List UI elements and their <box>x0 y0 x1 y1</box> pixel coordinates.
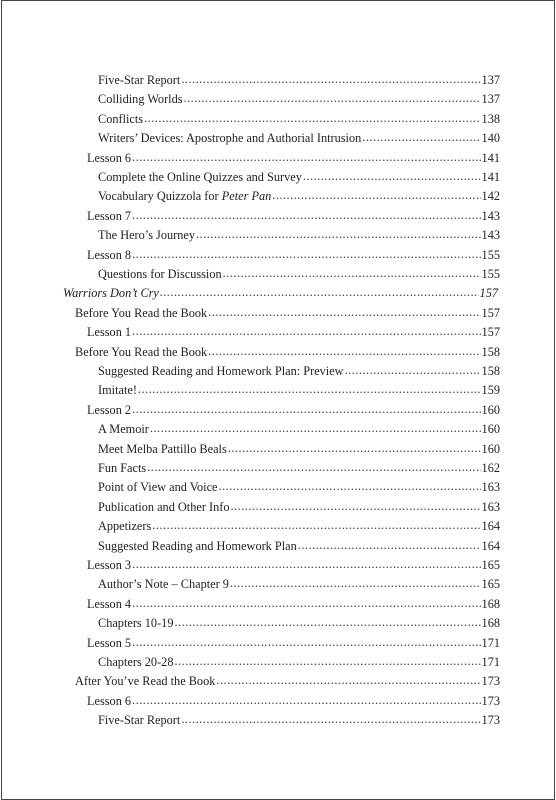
toc-page-number: 171 <box>481 655 500 669</box>
toc-entry-title: Suggested Reading and Homework Plan <box>98 538 297 553</box>
toc-page-number: 164 <box>481 519 500 534</box>
toc-entry <box>87 631 500 650</box>
dot-leader <box>132 150 480 164</box>
toc-page-number: 173 <box>481 713 500 728</box>
dot-leader <box>132 402 480 416</box>
dot-leader <box>138 382 481 396</box>
dot-leader <box>132 247 480 261</box>
toc-entry-title: Lesson 1 <box>87 325 132 340</box>
toc-entry <box>87 553 500 572</box>
toc-page-number: 164 <box>481 538 500 553</box>
toc-page-number: 158 <box>481 364 500 378</box>
toc-page-number: 160 <box>481 402 500 417</box>
dot-leader <box>345 363 481 377</box>
toc-page-number: 160 <box>481 422 500 437</box>
toc-page-number: 141 <box>481 150 500 165</box>
dot-leader <box>184 91 481 105</box>
toc-entry-title: The Hero’s Journey <box>98 228 195 243</box>
dot-leader <box>174 615 480 629</box>
toc-entry <box>98 87 500 106</box>
toc-page-number: 162 <box>481 461 500 475</box>
dot-leader <box>152 518 480 532</box>
dot-leader <box>272 188 480 202</box>
toc-page-number: 160 <box>481 441 500 456</box>
toc-entry <box>98 417 500 436</box>
toc-entry-book-title: Peter Pan <box>221 189 272 204</box>
toc-entry-title: Conflicts <box>98 111 144 126</box>
toc-entry-title: After You’ve Read the Book <box>75 674 216 689</box>
dot-leader <box>181 712 480 726</box>
dot-leader <box>160 285 479 299</box>
toc-entry <box>98 107 500 126</box>
toc-page-number: 137 <box>481 92 500 107</box>
toc-entry <box>63 281 498 300</box>
toc-entry-title: Warriors Don’t Cry <box>63 286 159 301</box>
toc-entry <box>98 126 500 145</box>
toc-entry-title: Before You Read the Book <box>75 344 208 359</box>
toc-page-number: 138 <box>481 111 500 126</box>
toc-entry-title: Meet Melba Pattillo Beals <box>98 441 227 456</box>
toc-entry <box>87 592 500 611</box>
toc-entry <box>87 320 500 339</box>
dot-leader <box>132 635 480 649</box>
toc-entry-title: Complete the Online Quizzes and Survey <box>98 170 302 184</box>
toc-page-number: 142 <box>481 189 500 204</box>
dot-leader <box>132 693 480 707</box>
toc-entry <box>98 495 500 514</box>
toc-entry-title: Questions for Discussion <box>98 267 222 281</box>
toc-entry <box>98 456 500 475</box>
toc-page-number: 157 <box>481 305 500 320</box>
toc-entry-title: Fun Facts <box>98 461 147 475</box>
toc-page-number: 165 <box>481 558 500 572</box>
dot-leader <box>208 305 480 319</box>
toc-entry <box>98 611 500 630</box>
toc-entry-title: Writers’ Devices: Apostrophe and Authorial Intrusion <box>98 131 362 146</box>
dot-leader <box>181 72 480 86</box>
dot-leader <box>208 344 480 358</box>
toc-page-number: 168 <box>481 616 500 631</box>
toc-entry <box>87 146 500 165</box>
toc-entry-title: Colliding Worlds <box>98 92 183 107</box>
toc-entry-title: Publication and Other Info <box>98 499 230 514</box>
toc-page-number: 143 <box>481 228 500 243</box>
toc-entry-title: Appetizers <box>98 519 152 534</box>
toc-entry <box>98 514 500 533</box>
toc-entry-title: Before You Read the Book <box>75 305 208 320</box>
toc-entry <box>98 378 500 397</box>
toc-entry <box>98 534 500 553</box>
toc-page-number: 163 <box>481 480 500 495</box>
dot-leader <box>216 673 480 687</box>
toc-page-number: 168 <box>481 596 500 611</box>
toc-page-number: 141 <box>481 170 500 184</box>
dot-leader <box>230 499 480 513</box>
toc-entry-title: Five-Star Report <box>98 73 181 87</box>
toc-entry <box>87 204 500 223</box>
toc-entry-title: Imitate! <box>98 383 137 398</box>
toc-entry <box>98 359 500 378</box>
toc-entry <box>98 184 500 203</box>
toc-page-number: 157 <box>479 286 498 301</box>
dot-leader <box>230 576 481 590</box>
dot-leader <box>196 227 481 241</box>
toc-page-number: 165 <box>481 577 500 592</box>
toc-page-number: 171 <box>481 635 500 650</box>
dot-leader <box>223 266 481 280</box>
dot-leader <box>147 460 480 474</box>
dot-leader <box>132 557 480 571</box>
toc-entry <box>98 262 500 281</box>
dot-leader <box>144 111 480 125</box>
toc-entry-title: Lesson 6 <box>87 150 132 165</box>
toc-entry-title: Five-Star Report <box>98 713 181 728</box>
toc-entry <box>87 243 500 262</box>
toc-entry-title: Lesson 7 <box>87 208 132 223</box>
toc-entry <box>75 340 500 359</box>
dot-leader <box>298 538 481 552</box>
toc-entry <box>75 301 500 320</box>
toc-entry-title: Lesson 6 <box>87 693 132 708</box>
toc-entry <box>98 572 500 591</box>
toc-entry <box>98 68 500 87</box>
toc-entry-title: Lesson 3 <box>87 558 132 572</box>
toc-entry-title-text: Vocabulary Quizzola for <box>98 189 222 204</box>
toc-page-number: 173 <box>481 674 500 689</box>
toc-entry-title: Lesson 5 <box>87 635 132 650</box>
dot-leader <box>150 421 481 435</box>
dot-leader <box>362 130 480 144</box>
toc-page-number: 158 <box>481 344 500 359</box>
toc-entry <box>98 165 500 184</box>
toc-entry <box>87 398 500 417</box>
dot-leader <box>132 208 480 222</box>
toc-entry-title: A Memoir <box>98 422 149 437</box>
toc-page-number: 173 <box>481 693 500 708</box>
toc-page-number: 155 <box>481 267 500 281</box>
toc-page-number: 155 <box>481 247 500 262</box>
toc-entry-title: Lesson 2 <box>87 402 132 417</box>
toc-entry-title: Point of View and Voice <box>98 480 218 495</box>
dot-leader <box>174 654 480 668</box>
toc-page-number: 163 <box>481 499 500 514</box>
toc-entry-title: Chapters 10-19 <box>98 616 174 631</box>
toc-entry-title: Suggested Reading and Homework Plan: Preview <box>98 364 344 378</box>
toc-entry-title: Chapters 20-28 <box>98 655 174 669</box>
toc-entry-title: Lesson 8 <box>87 247 132 262</box>
dot-leader <box>132 324 480 338</box>
toc-page-number: 157 <box>481 325 500 340</box>
dot-leader <box>219 479 481 493</box>
toc-page-number: 137 <box>481 73 500 87</box>
dot-leader <box>303 169 481 183</box>
toc-entry <box>98 708 500 727</box>
toc-entry-title: Author’s Note – Chapter 9 <box>98 577 229 592</box>
toc-page-number: 159 <box>481 383 500 398</box>
dot-leader <box>132 596 480 610</box>
toc-entry-title <box>98 189 271 203</box>
dot-leader <box>228 441 481 455</box>
toc-entry <box>98 223 500 242</box>
toc-entry <box>87 689 500 708</box>
toc-page-number: 140 <box>481 131 500 146</box>
toc-page-number: 143 <box>481 208 500 223</box>
toc-entry <box>98 437 500 456</box>
toc-entry-title: Lesson 4 <box>87 596 132 611</box>
toc-entry <box>75 669 500 688</box>
toc-entry <box>98 650 500 669</box>
toc-entry <box>98 475 500 494</box>
